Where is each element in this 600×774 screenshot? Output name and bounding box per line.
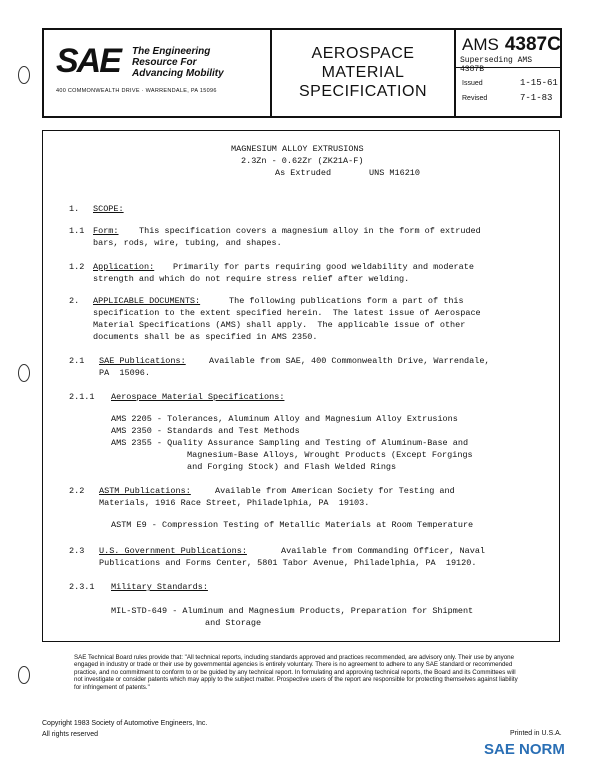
section-number: 2.1.1 — [69, 392, 95, 402]
title-line-1: MAGNESIUM ALLOY EXTRUSIONS — [231, 144, 364, 154]
paragraph-line: Available from Commanding Officer, Naval — [281, 546, 486, 556]
binder-hole — [18, 364, 30, 382]
printed-in: Printed in U.S.A. — [510, 730, 562, 737]
section-heading: Form: — [93, 226, 119, 236]
paragraph-line: documents shall be as specified in AMS 2350. — [93, 332, 318, 342]
section-number: 1.2 — [69, 262, 85, 272]
binder-hole — [18, 66, 30, 84]
section-number: 2.1 — [69, 356, 85, 366]
section-number: 2.3.1 — [69, 582, 95, 592]
issued-label: Issued — [462, 80, 483, 87]
rights-reserved: All rights reserved — [42, 731, 99, 738]
issued-date: 1-15-61 — [520, 78, 558, 88]
ams-label: AMS — [462, 35, 499, 54]
sae-logo: SAE — [56, 42, 120, 80]
section-heading: ASTM Publications: — [99, 486, 191, 496]
section-heading: SCOPE: — [93, 204, 124, 214]
paragraph-line: Available from American Society for Testing and — [215, 486, 455, 496]
reference-line: ASTM E9 - Compression Testing of Metallic Materials at Room Temperature — [111, 520, 474, 530]
sae-branding — [44, 30, 272, 116]
section-heading: U.S. Government Publications: — [99, 546, 247, 556]
copyright: Copyright 1983 Society of Automotive Engineers, Inc. — [42, 720, 208, 727]
sae-norm-watermark: SAE NORM — [484, 741, 565, 758]
paragraph-line: This specification covers a magnesium alloy in the form of extruded — [139, 226, 481, 236]
divider — [456, 67, 560, 68]
reference-line: and Storage — [205, 618, 262, 628]
revised-label: Revised — [462, 95, 488, 102]
technical-board-notice: SAE Technical Board rules provide that: "All technical reports, including standards approved and practices recommended, are advisory only. Their use by anyone engaged in industry or trade or their use by governmental agencies is entirely voluntary. There is no agreement to adhere to any SAE standard or recommended practice, and no commitment to conform to or be guided by any technical report. In formulating and approving technical reports, the Board and its Committees will not investigate or consider patents which may apply to the subject matter. Prospective users of the report are responsible for protecting themselves against liability for infringement of patents." — [74, 654, 518, 691]
section-number: 1.1 — [69, 226, 85, 236]
reference-line: Magnesium-Base Alloys, Wrought Products (Except Forgings — [187, 450, 473, 460]
reference-line: MIL-STD-649 - Aluminum and Magnesium Products, Preparation for Shipment — [111, 606, 474, 616]
title-line-3: As Extruded — [275, 168, 332, 178]
spec-number-block — [456, 30, 560, 116]
binder-hole — [18, 666, 30, 684]
superseding-note: Superseding AMS 4387B — [460, 56, 533, 74]
reference-line: AMS 2205 - Tolerances, Aluminum Alloy and Magnesium Alloy Extrusions — [111, 414, 458, 424]
section-heading: Military Standards: — [111, 582, 208, 592]
paragraph-line: Available from SAE, 400 Commonwealth Drive, Warrendale, — [209, 356, 490, 366]
paragraph-line: The following publications form a part of this — [229, 296, 464, 306]
paragraph-line: specification to the extent specified herein. The latest issue of Aerospace — [93, 308, 481, 318]
uns-number: UNS M16210 — [369, 168, 421, 178]
specification-body — [42, 130, 560, 642]
document-header — [42, 28, 562, 118]
section-number: 1. — [69, 204, 80, 214]
paragraph-line: Primarily for parts requiring good weldability and moderate — [173, 262, 474, 272]
paragraph-line: bars, rods, wire, tubing, and shapes. — [93, 238, 282, 248]
title-line-2: 2.3Zn - 0.62Zr (ZK21A-F) — [241, 156, 364, 166]
paragraph-line: strength and which do not require stress relief after welding. — [93, 274, 410, 284]
sae-address: 400 COMMONWEALTH DRIVE · WARRENDALE, PA 15096 — [56, 88, 217, 94]
section-number: 2. — [69, 296, 80, 306]
ams-number: 4387C — [504, 34, 561, 55]
section-heading: Application: — [93, 262, 155, 272]
spec-type: AEROSPACE MATERIAL SPECIFICATION — [272, 30, 456, 116]
paragraph-line: Materials, 1916 Race Street, Philadelphia, PA 19103. — [99, 498, 370, 508]
section-heading: SAE Publications: — [99, 356, 186, 366]
reference-line: AMS 2355 - Quality Assurance Sampling and Testing of Aluminum-Base and — [111, 438, 469, 448]
section-number: 2.2 — [69, 486, 85, 496]
paragraph-line: PA 15096. — [99, 368, 151, 378]
reference-line: and Forging Stock) and Flash Welded Rings — [187, 462, 397, 472]
paragraph-line: Publications and Forms Center, 5801 Tabor Avenue, Philadelphia, PA 19120. — [99, 558, 477, 568]
section-number: 2.3 — [69, 546, 85, 556]
reference-line: AMS 2350 - Standards and Test Methods — [111, 426, 300, 436]
section-heading: APPLICABLE DOCUMENTS: — [93, 296, 201, 306]
paragraph-line: Material Specifications (AMS) shall apply. The applicable issue of other — [93, 320, 466, 330]
section-heading: Aerospace Material Specifications: — [111, 392, 285, 402]
sae-tagline: The Engineering Resource For Advancing Mobility — [132, 46, 224, 79]
revised-date: 7-1-83 — [520, 93, 553, 103]
